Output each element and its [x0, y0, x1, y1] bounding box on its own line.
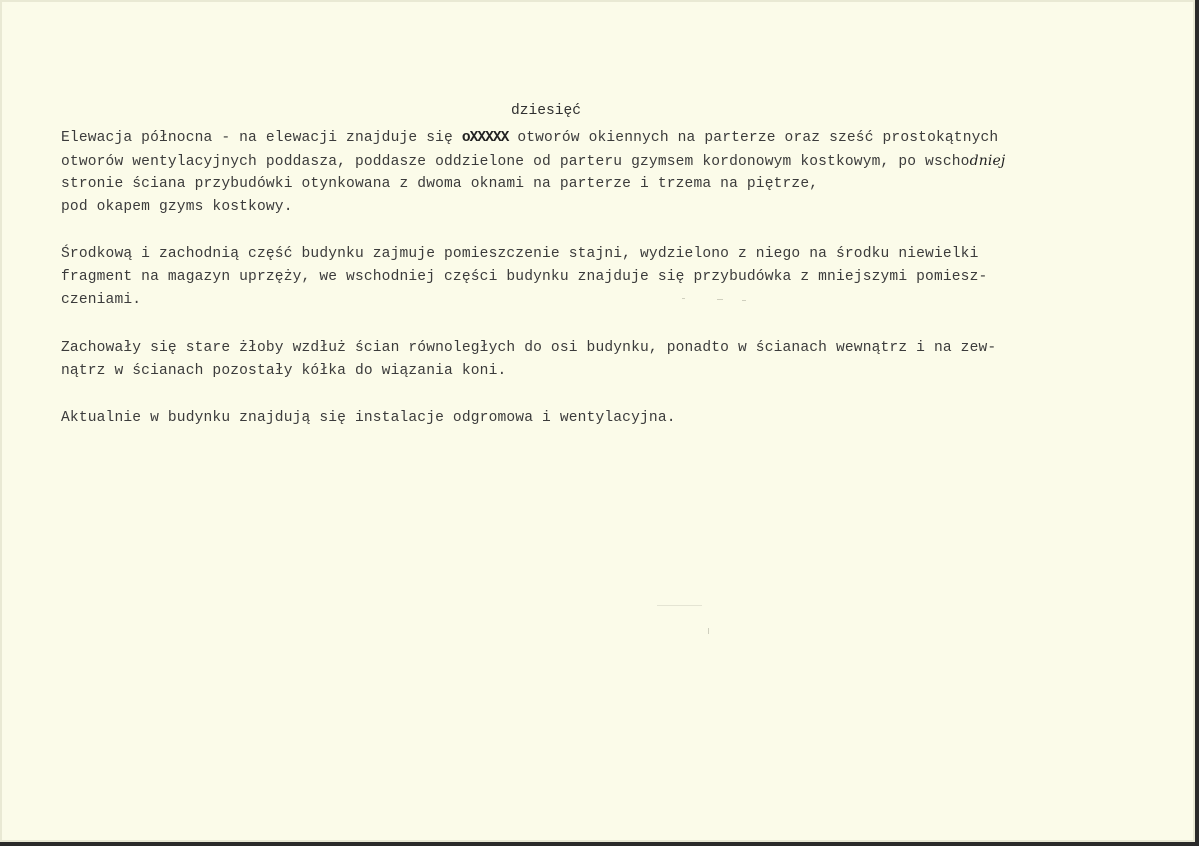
paper-speck	[682, 298, 685, 299]
handwritten-insertion-dziesiec: dziesięć	[511, 103, 582, 119]
p1-line-3: stronie ściana przybudówki otynkowana z dwoma oknami na parterze i trzema na piętrze,	[61, 176, 819, 192]
p1-line-2	[61, 150, 1005, 174]
p3-line-2: nątrz w ścianach pozostały kółka do wiązania koni.	[61, 363, 507, 379]
p3-line-1: Zachowały się stare żłoby wzdłuż ścian równoległych do osi budynku, ponadto w ścianach wewnątrz i na zew-	[61, 340, 997, 356]
paper-speck	[742, 300, 746, 301]
p2-line-1: Środkową i zachodnią część budynku zajmuje pomieszczenie stajni, wydzielono z niego na środku niewielki	[61, 246, 979, 262]
paper-speck	[717, 299, 723, 300]
paper-speck	[657, 605, 702, 606]
p2-line-3: czeniami.	[61, 292, 142, 308]
handwritten-correction: dniej	[969, 153, 1006, 169]
p1-line-2-main: otworów wentylacyjnych poddasza, poddasze oddzielone od parteru gzymsem kordonowym kostkowym, po wscho	[61, 154, 970, 170]
paper-speck	[708, 628, 709, 634]
p1-line-4: pod okapem gzyms kostkowy.	[61, 199, 293, 215]
p1-line-1-before: Elewacja północna - na elewacji znajduje się	[61, 130, 462, 146]
p1-line-1	[61, 127, 998, 150]
p1-line-1-after: otworów okiennych na parterze oraz sześć prostokątnych	[508, 130, 999, 146]
p4-line-1: Aktualnie w budynku znajdują się instalacje odgromowa i wentylacyjna.	[61, 410, 676, 426]
struck-out-text: oXXXXX	[461, 130, 509, 146]
p2-line-2: fragment na magazyn uprzęży, we wschodniej części budynku znajduje się przybudówka z mniejszymi pomiesz-	[61, 269, 988, 285]
